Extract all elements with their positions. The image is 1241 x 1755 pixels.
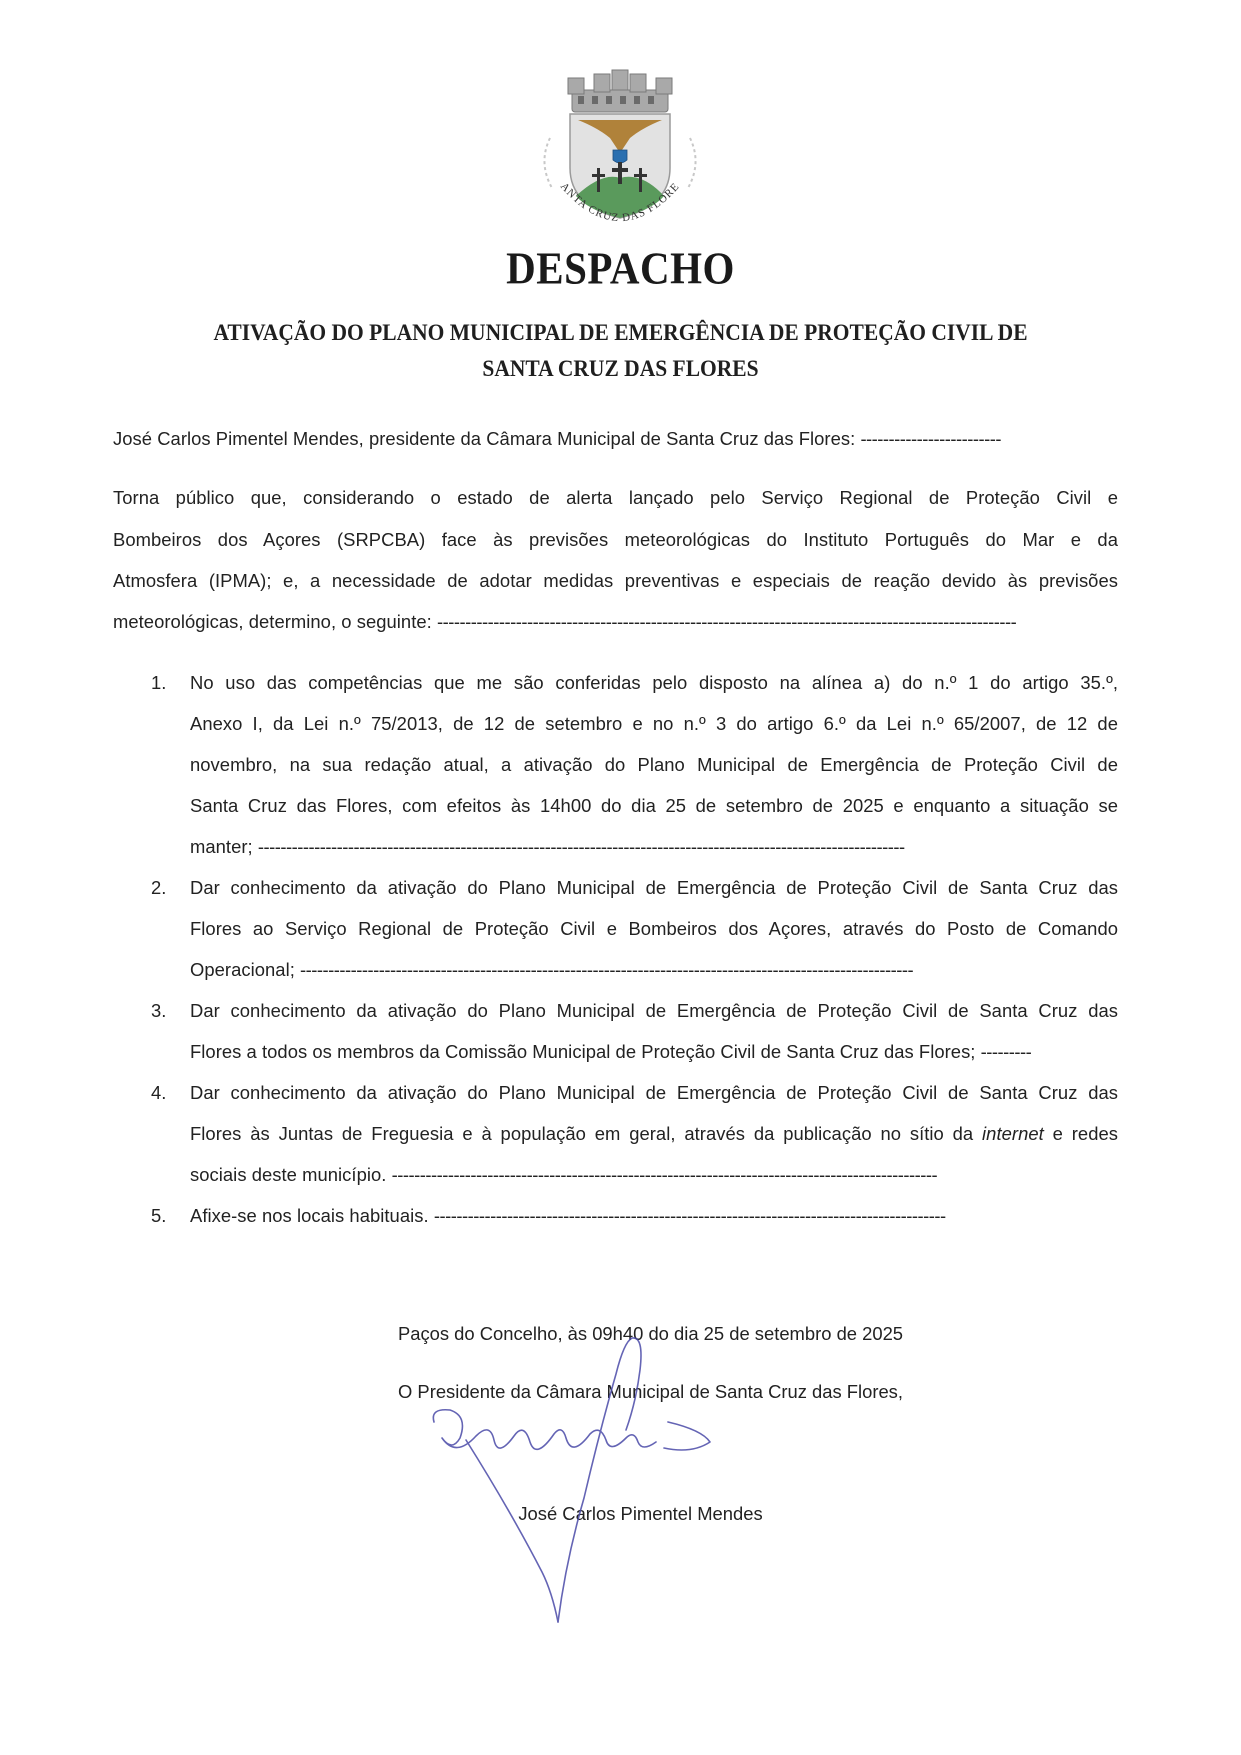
item-1-line-3: novembro, na sua redação atual, a ativação do Plano Municipal de Emergência de Proteção Civil de: [190, 754, 1118, 775]
dash-filler: -------------------------------------------------------------------------------------------------------------: [300, 959, 914, 980]
item-4-last-text: sociais deste município.: [190, 1164, 392, 1185]
preamble-last-text: meteorológicas, determino, o seguinte:: [113, 611, 437, 632]
signatory-name: José Carlos Pimentel Mendes: [518, 1503, 763, 1524]
dash-filler: -------------------------------------------------------------------------------------------: [433, 1205, 946, 1226]
item-3-last-line: [190, 1041, 1118, 1067]
municipal-coat-of-arms-icon: [532, 68, 708, 234]
intro-line: [113, 428, 1118, 450]
item-5-text: Afixe-se nos locais habituais.: [190, 1205, 434, 1226]
item-4-line-1: Dar conhecimento da ativação do Plano Municipal de Emergência de Proteção Civil de Santa Cruz das: [190, 1082, 1118, 1103]
dash-filler: -------------------------------------------------------------------------------------------------: [391, 1164, 938, 1185]
document-title: DESPACHO: [506, 242, 735, 294]
item-4-last-line: [190, 1164, 1118, 1190]
item-3-line-1: Dar conhecimento da ativação do Plano Municipal de Emergência de Proteção Civil de Santa Cruz das: [190, 1000, 1118, 1021]
list-number-4: 4.: [151, 1082, 167, 1103]
place-and-date: Paços do Concelho, às 09h40 do dia 25 de setembro de 2025: [397, 1323, 904, 1344]
list-number-1: 1.: [151, 672, 167, 693]
item-1-line-1: No uso das competências que me são conferidas pelo disposto na alínea a) do n.º 1 do artigo 35.º,: [190, 672, 1118, 693]
handwritten-signature-icon: [420, 1330, 800, 1630]
list-number-5: 5.: [151, 1205, 167, 1226]
item-4-line-2-text: Flores às Juntas de Freguesia e à população em geral, através da publicação no sítio da: [190, 1123, 983, 1144]
item-2-line-1: Dar conhecimento da ativação do Plano Municipal de Emergência de Proteção Civil de Santa Cruz das: [190, 877, 1118, 898]
item-2-line-2: Flores ao Serviço Regional de Proteção Civil e Bombeiros dos Açores, através do Posto de Comando: [190, 918, 1118, 939]
item-4-italic-term: internet: [982, 1123, 1044, 1144]
item-1-last-line: [190, 836, 1118, 862]
preamble-line-2: Bombeiros dos Açores (SRPCBA) face às previsões meteorológicas do Instituto Português do Mar e da: [113, 529, 1118, 550]
item-3-last-text: Flores a todos os membros da Comissão Municipal de Proteção Civil de Santa Cruz das Flores;: [190, 1041, 981, 1062]
item-1-last-text: manter;: [190, 836, 258, 857]
item-2-last-text: Operacional;: [190, 959, 301, 980]
item-4-line-2: [190, 1123, 1118, 1149]
item-1-line-4: Santa Cruz das Flores, com efeitos às 14h00 do dia 25 de setembro de 2025 e enquanto a situação se: [190, 795, 1118, 816]
list-number-2: 2.: [151, 877, 167, 898]
signatory-role: O Presidente da Câmara Municipal de Santa Cruz das Flores,: [398, 1381, 903, 1402]
item-5-line: [190, 1205, 1118, 1231]
subtitle-line-2: SANTA CRUZ DAS FLORES: [482, 355, 759, 382]
item-1-line-2: Anexo I, da Lei n.º 75/2013, de 12 de setembro e no n.º 3 do artigo 6.º da Lei n.º 65/2007, de 12 de: [190, 713, 1118, 734]
document-subtitle: [100, 315, 1141, 386]
list-number-3: 3.: [151, 1000, 167, 1021]
intro-text: José Carlos Pimentel Mendes, presidente da Câmara Municipal de Santa Cruz das Flores:: [113, 428, 861, 449]
preamble-line-1: Torna público que, considerando o estado de alerta lançado pelo Serviço Regional de Proteção Civil e: [113, 487, 1118, 508]
subtitle-line-1: ATIVAÇÃO DO PLANO MUNICIPAL DE EMERGÊNCIA DE PROTEÇÃO CIVIL DE: [213, 319, 1028, 346]
crest-motto: ANTA CRUZ DAS FLORE: [557, 180, 683, 225]
item-4-line-2-end: e redes: [1043, 1123, 1118, 1144]
dash-filler: -------------------------------------------------------------------------------------------------------: [436, 611, 1017, 632]
preamble-line-3: Atmosfera (IPMA); e, a necessidade de adotar medidas preventivas e especiais de reação devido às previsões: [113, 570, 1118, 591]
dash-filler: -------------------------------------------------------------------------------------------------------------------: [257, 836, 905, 857]
item-2-last-line: [190, 959, 1118, 985]
dash-filler: ---------: [980, 1041, 1032, 1062]
dash-filler: -------------------------: [860, 428, 1002, 449]
preamble-last-line: [113, 611, 1118, 633]
